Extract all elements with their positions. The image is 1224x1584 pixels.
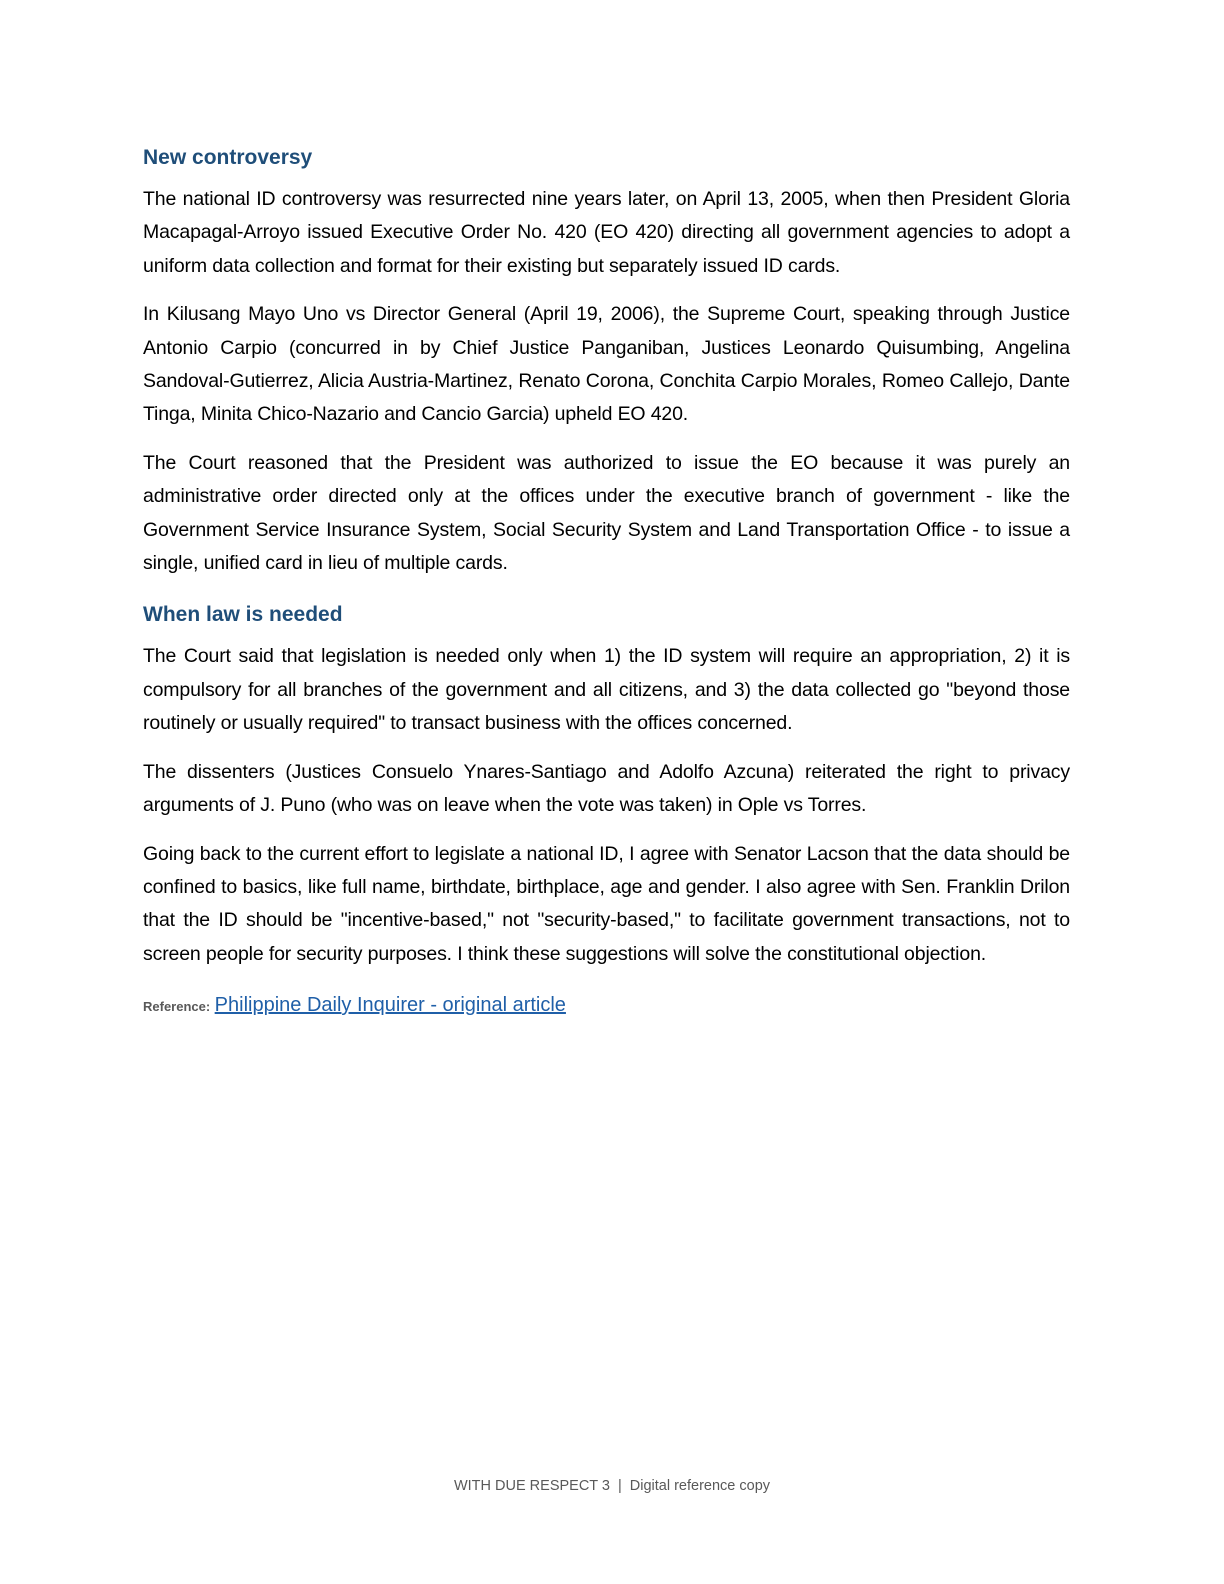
paragraph: The Court reasoned that the President was authorized to issue the EO because it was purely an administrative order directed only at the offices under the executive branch of government - like the Government Service Insurance System, Social Security System and Land Transportation Office - to issue a single, unified card in lieu of multiple cards. <box>143 451 1070 575</box>
section-heading-when-law-is-needed: When law is needed <box>143 603 343 627</box>
paragraph: Going back to the current effort to legislate a national ID, I agree with Senator Lacson that the data should be confined to basics, like full name, birthdate, birthplace, age and gender. I also agree with Sen. Franklin Drilon that the ID should be "incentive-based," not "security-based," to facilitate government transactions, not to screen people for security purposes. I think these suggestions will solve the constitutional objection. <box>143 842 1070 965</box>
reference-line <box>143 991 1070 1021</box>
reference-label: Reference: <box>143 999 211 1015</box>
footer-title: WITH DUE RESPECT 3 <box>453 1478 610 1494</box>
page-footer <box>0 1478 1224 1494</box>
paragraph: The dissenters (Justices Consuelo Ynares-Santiago and Adolfo Azcuna) reiterated the right to privacy arguments of J. Puno (who was on leave when the vote was taken) in Ople vs Torres. <box>143 760 1070 817</box>
footer-note: Digital reference copy <box>629 1478 771 1494</box>
paragraph: In Kilusang Mayo Uno vs Director General (April 19, 2006), the Supreme Court, speaking through Justice Antonio Carpio (concurred in by Chief Justice Panganiban, Justices Leonardo Quisumbing, Angelina Sandoval-Gutierrez, Alicia Austria-Martinez, Renato Corona, Conchita Carpio Morales, Romeo Callejo, Dante Tinga, Minita Chico-Nazario and Cancio Garcia) upheld EO 420. <box>143 303 1070 426</box>
paragraph: The Court said that legislation is needed only when 1) the ID system will require an appropriation, 2) it is compulsory for all branches of the government and all citizens, and 3) the data collected go "beyond those routinely or usually required" to transact business with the offices concerned. <box>143 645 1070 735</box>
document-body <box>143 140 1070 1021</box>
reference-link[interactable]: Philippine Daily Inquirer - original article <box>214 994 566 1017</box>
section-heading-new-controversy: New controversy <box>143 146 313 169</box>
paragraph: The national ID controversy was resurrected nine years later, on April 13, 2005, when then President Gloria Macapagal-Arroyo issued Executive Order No. 420 (EO 420) directing all government agencies to adopt a uniform data collection and format for their existing but separately issued ID cards. <box>143 188 1070 277</box>
footer-separator: | <box>618 1478 622 1494</box>
